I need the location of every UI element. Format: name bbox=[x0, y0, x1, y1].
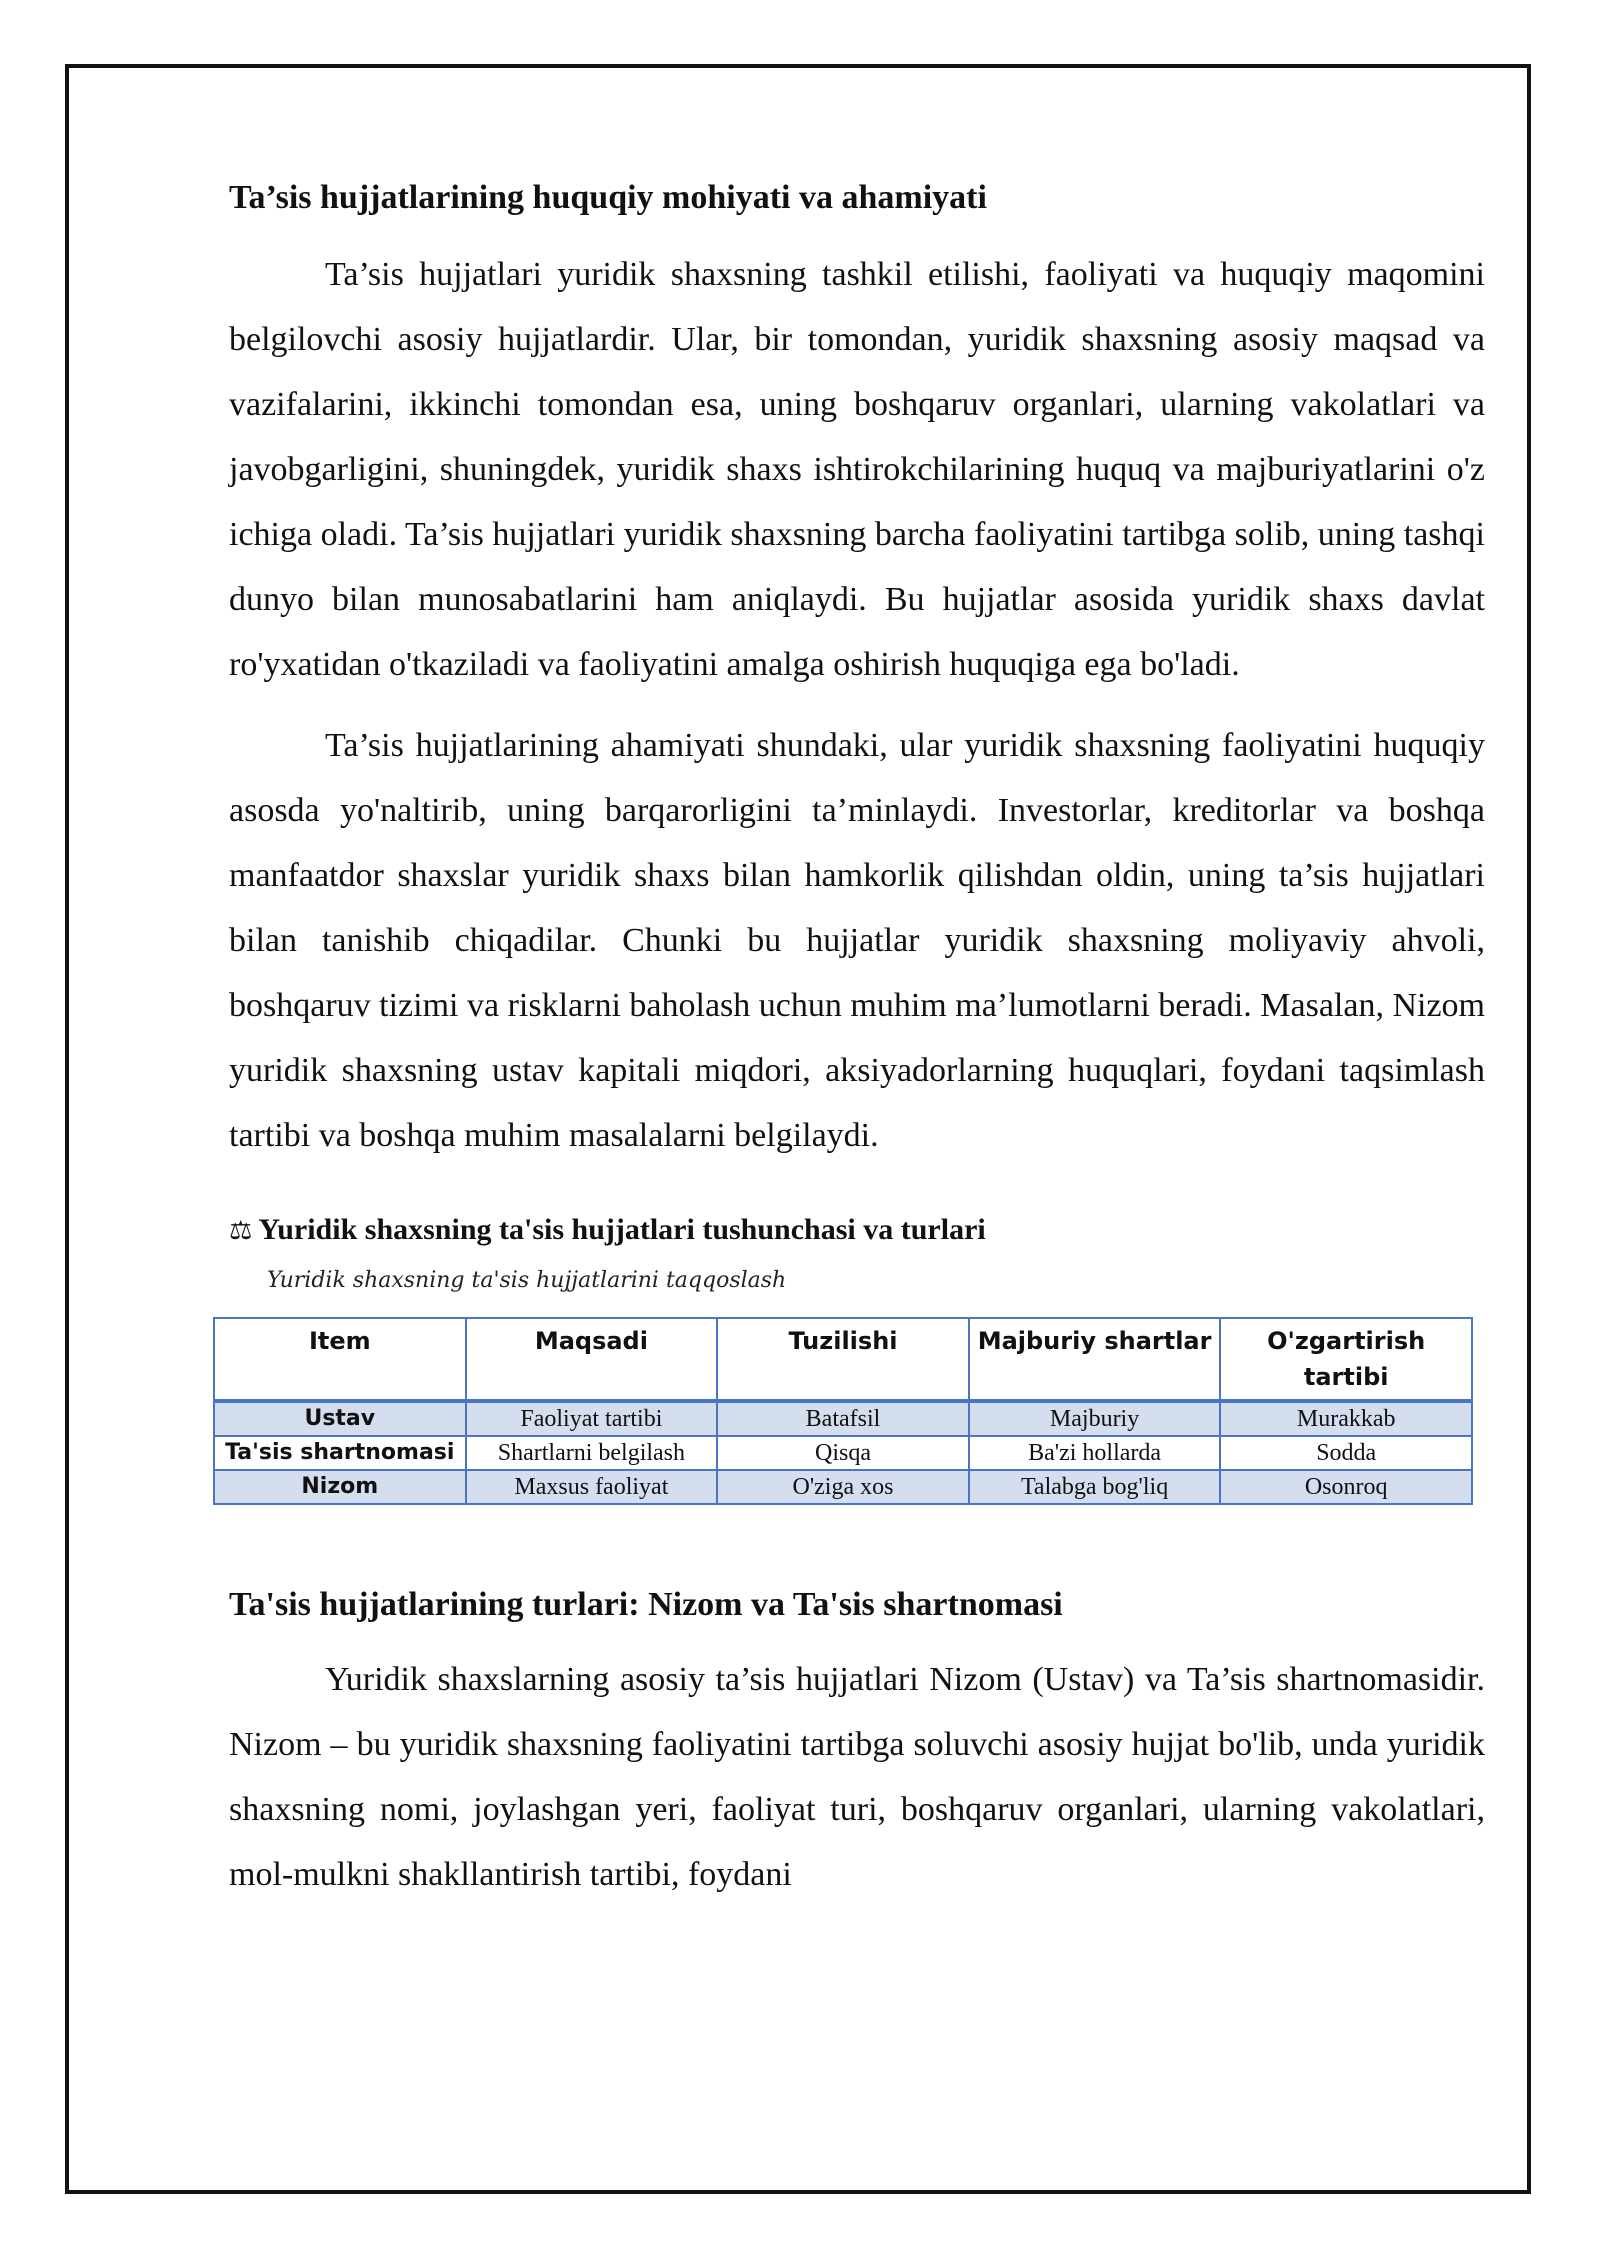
table-cell: Majburiy bbox=[969, 1401, 1221, 1436]
table-row bbox=[214, 1401, 1472, 1436]
section-body-legal-essence bbox=[229, 242, 1485, 1168]
column-header-amendment: O'zgartirish tartibi bbox=[1220, 1318, 1472, 1401]
row-label: Nizom bbox=[214, 1470, 466, 1504]
section-heading-legal-essence: Ta’sis hujjatlarining huquqiy mohiyati va ahamiyati bbox=[229, 179, 987, 216]
paragraph-1: Ta’sis hujjatlari yuridik shaxsning tashkil etilishi, faoliyati va huquqiy maqomini belgilovchi asosiy hujjatlardir. Ular, bir tomondan, yuridik shaxsning asosiy maqsad va vazifalarini, ikkinchi tomondan esa, uning boshqaruv organlari, ularning vakolatlari va javobgarligini, shuningdek, yuridik shaxs ishtirokchilarining huquq va majburiyatlarini o'z ichiga oladi. Ta’sis hujjatlari yuridik shaxsning barcha faoliyatini tartibga solib, uning tashqi dunyo bilan munosabatlarini ham aniqlaydi. Bu hujjatlar asosida yuridik shaxs davlat ro'yxatidan o'tkaziladi va faoliyatini amalga oshirish huquqiga ega bo'ladi. bbox=[229, 256, 1485, 683]
scale-icon: ⚖ bbox=[229, 1216, 253, 1246]
table-title-text: Yuridik shaxsning ta'sis hujjatlari tushunchasi va turlari bbox=[258, 1213, 986, 1246]
table-cell: Sodda bbox=[1220, 1436, 1472, 1470]
document-content bbox=[225, 168, 1485, 1907]
table-cell: Talabga bog'liq bbox=[969, 1470, 1221, 1504]
comparison-table bbox=[213, 1317, 1473, 1505]
table-row bbox=[214, 1436, 1472, 1470]
table-cell: Batafsil bbox=[717, 1401, 969, 1436]
table-title bbox=[229, 1208, 1485, 1253]
row-label: Ta'sis shartnomasi bbox=[214, 1436, 466, 1470]
table-row bbox=[214, 1470, 1472, 1504]
column-header-item: Item bbox=[214, 1318, 466, 1401]
table-cell: Murakkab bbox=[1220, 1401, 1472, 1436]
section-document-types bbox=[229, 1575, 1485, 1907]
table-cell: Osonroq bbox=[1220, 1470, 1472, 1504]
section-heading-document-types: Ta'sis hujjatlarining turlari: Nizom va Ta'sis shartnomasi bbox=[229, 1586, 1063, 1623]
table-cell: Faoliyat tartibi bbox=[466, 1401, 718, 1436]
paragraph-3: Yuridik shaxslarning asosiy ta’sis hujjatlari Nizom (Ustav) va Ta’sis shartnomasidir. Nizom – bu yuridik shaxsning faoliyatini tartibga soluvchi asosiy hujjat bo'lib, unda yuridik shaxsning nomi, joylashgan yeri, faoliyat turi, boshqaruv organlari, ularning vakolatlari, mol-mulkni shakllantirish tartibi, foydani bbox=[229, 1661, 1485, 1893]
table-caption: Yuridik shaxsning ta'sis hujjatlarini taqqoslash bbox=[267, 1268, 787, 1293]
table-cell: Ba'zi hollarda bbox=[969, 1436, 1221, 1470]
table-header-row bbox=[214, 1318, 1472, 1401]
row-label: Ustav bbox=[214, 1401, 466, 1436]
table-cell: Maxsus faoliyat bbox=[466, 1470, 718, 1504]
table-cell: Shartlarni belgilash bbox=[466, 1436, 718, 1470]
table-cell: Qisqa bbox=[717, 1436, 969, 1470]
column-header-structure: Tuzilishi bbox=[717, 1318, 969, 1401]
column-header-mandatory: Majburiy shartlar bbox=[969, 1318, 1221, 1401]
column-header-purpose: Maqsadi bbox=[466, 1318, 718, 1401]
table-cell: O'ziga xos bbox=[717, 1470, 969, 1504]
paragraph-2: Ta’sis hujjatlarining ahamiyati shundaki, ular yuridik shaxsning faoliyatini huquqiy asosda yo'naltirib, uning barqarorligini ta’minlaydi. Investorlar, kreditorlar va boshqa manfaatdor shaxslar yuridik shaxs bilan hamkorlik qilishdan oldin, uning ta’sis hujjatlari bilan tanishib chiqadilar. Chunki bu hujjatlar yuridik shaxsning moliyaviy ahvoli, boshqaruv tizimi va risklarni baholash uchun muhim ma’lumotlarni beradi. Masalan, Nizom yuridik shaxsning ustav kapitali miqdori, aksiyadorlarning huquqlari, foydani taqsimlash tartibi va boshqa muhim masalalarni belgilaydi. bbox=[229, 727, 1485, 1154]
